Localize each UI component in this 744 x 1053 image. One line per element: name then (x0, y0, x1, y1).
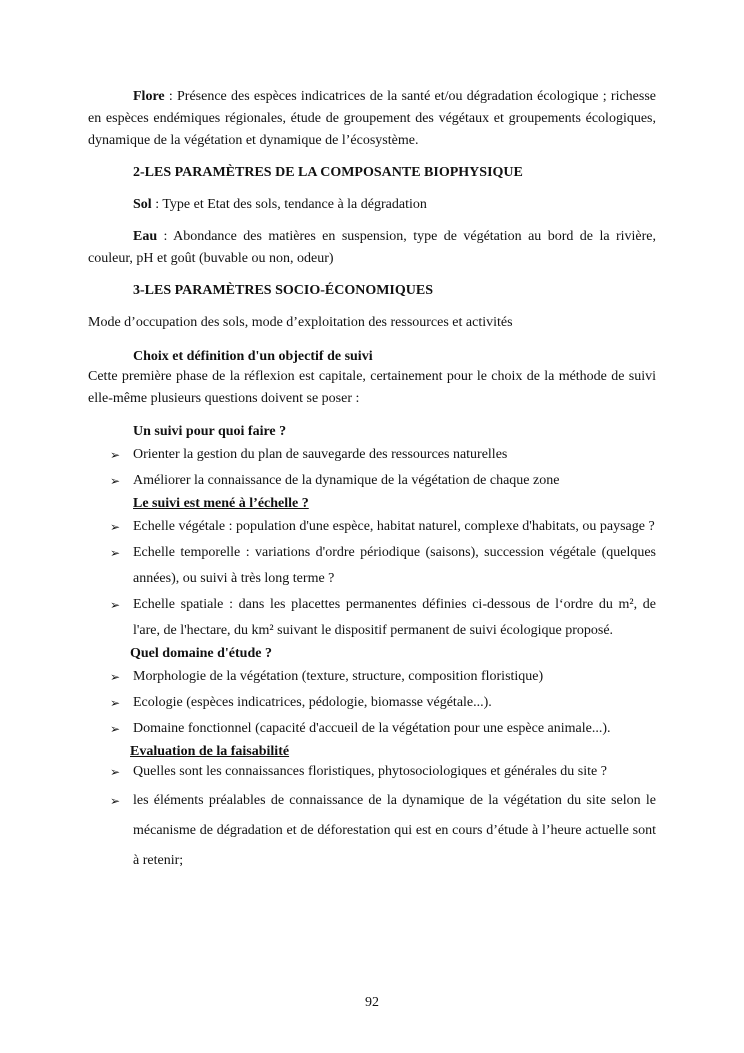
arrow-bullet-icon: ➢ (110, 696, 121, 710)
flore-text: : Présence des espèces indicatrices de la santé et/ou dégradation écologique ; richesse en espèces endémiques régionales, étude de groupement des végétaux et groupements écologiques, dynamique de la végétation et dynamique de l’écosystème. (88, 89, 656, 148)
list-item: ➢ Echelle temporelle : variations d'ordre périodique (saisons), succession végétale (quelques années), ou suivi à très long terme ? (88, 540, 656, 592)
sol-paragraph (88, 194, 656, 216)
list-item: ➢ Echelle végétale : population d'une espèce, habitat naturel, complexe d'habitats, ou paysage ? (88, 514, 656, 540)
choix-heading: Choix et définition d'un objectif de suivi (133, 349, 373, 364)
eau-label: Eau (133, 229, 158, 244)
list-item: ➢ Domaine fonctionnel (capacité d'accueil de la végétation pour une espèce animale...). (88, 716, 656, 742)
arrow-bullet-icon: ➢ (110, 546, 121, 560)
arrow-bullet-icon: ➢ (110, 520, 121, 534)
page-number: 92 (365, 995, 379, 1010)
socio-heading: 3-LES PARAMÈTRES SOCIO-ÉCONOMIQUES (133, 283, 434, 298)
section-heading-scale: Le suivi est mené à l’échelle ? (133, 496, 309, 511)
purpose-list (88, 442, 656, 494)
feasibility-list (88, 762, 656, 876)
list-item: ➢ Morphologie de la végétation (texture, structure, composition floristique) (88, 664, 656, 690)
arrow-bullet-icon: ➢ (110, 448, 121, 462)
scale-list (88, 514, 656, 644)
eau-text: : Abondance des matières en suspension, type de végétation au bord de la rivière, couleur, pH et goût (buvable ou non, odeur) (88, 229, 656, 266)
arrow-bullet-icon: ➢ (110, 474, 121, 488)
arrow-bullet-icon: ➢ (110, 794, 121, 808)
list-item: ➢ les éléments préalables de connaissance de la dynamique de la végétation du site selon le mécanisme de dégradation et de déforestation qui est en cours d’étude à l’heure actuelle sont à retenir; (88, 786, 656, 876)
arrow-bullet-icon: ➢ (110, 670, 121, 684)
page-content (88, 86, 656, 876)
list-item: ➢ Orienter la gestion du plan de sauvegarde des ressources naturelles (88, 442, 656, 468)
arrow-bullet-icon: ➢ (110, 765, 121, 779)
list-item: ➢ Ecologie (espèces indicatrices, pédologie, biomasse végétale...). (88, 690, 656, 716)
arrow-bullet-icon: ➢ (110, 722, 121, 736)
biophysique-heading: 2-LES PARAMÈTRES DE LA COMPOSANTE BIOPHYSIQUE (133, 165, 523, 180)
section-heading-domain: Quel domaine d'étude ? (130, 646, 272, 661)
eau-paragraph (88, 226, 656, 270)
section-heading-purpose: Un suivi pour quoi faire ? (133, 424, 287, 439)
flore-label: Flore (133, 89, 165, 104)
choix-text: Cette première phase de la réflexion est capitale, certainement pour le choix de la méthode de suivi elle-même plusieurs questions doivent se poser : (88, 369, 656, 406)
sol-text: : Type et Etat des sols, tendance à la dégradation (151, 197, 427, 212)
domain-list (88, 664, 656, 742)
flore-paragraph (88, 86, 656, 152)
list-item: ➢ Quelles sont les connaissances floristiques, phytosociologiques et générales du site ? (88, 762, 656, 782)
list-item: ➢ Echelle spatiale : dans les placettes permanentes définies ci-dessous de l‘ordre du m², de l'are, de l'hectare, du km² suivant le dispositif permanent de suivi écologique proposé. (88, 592, 656, 644)
section-heading-feasibility: Evaluation de la faisabilité (130, 744, 290, 759)
list-item: ➢ Améliorer la connaissance de la dynamique de la végétation de chaque zone (88, 468, 656, 494)
arrow-bullet-icon: ➢ (110, 598, 121, 612)
sol-label: Sol (133, 197, 152, 212)
socio-text: Mode d’occupation des sols, mode d’exploitation des ressources et activités (88, 315, 513, 330)
